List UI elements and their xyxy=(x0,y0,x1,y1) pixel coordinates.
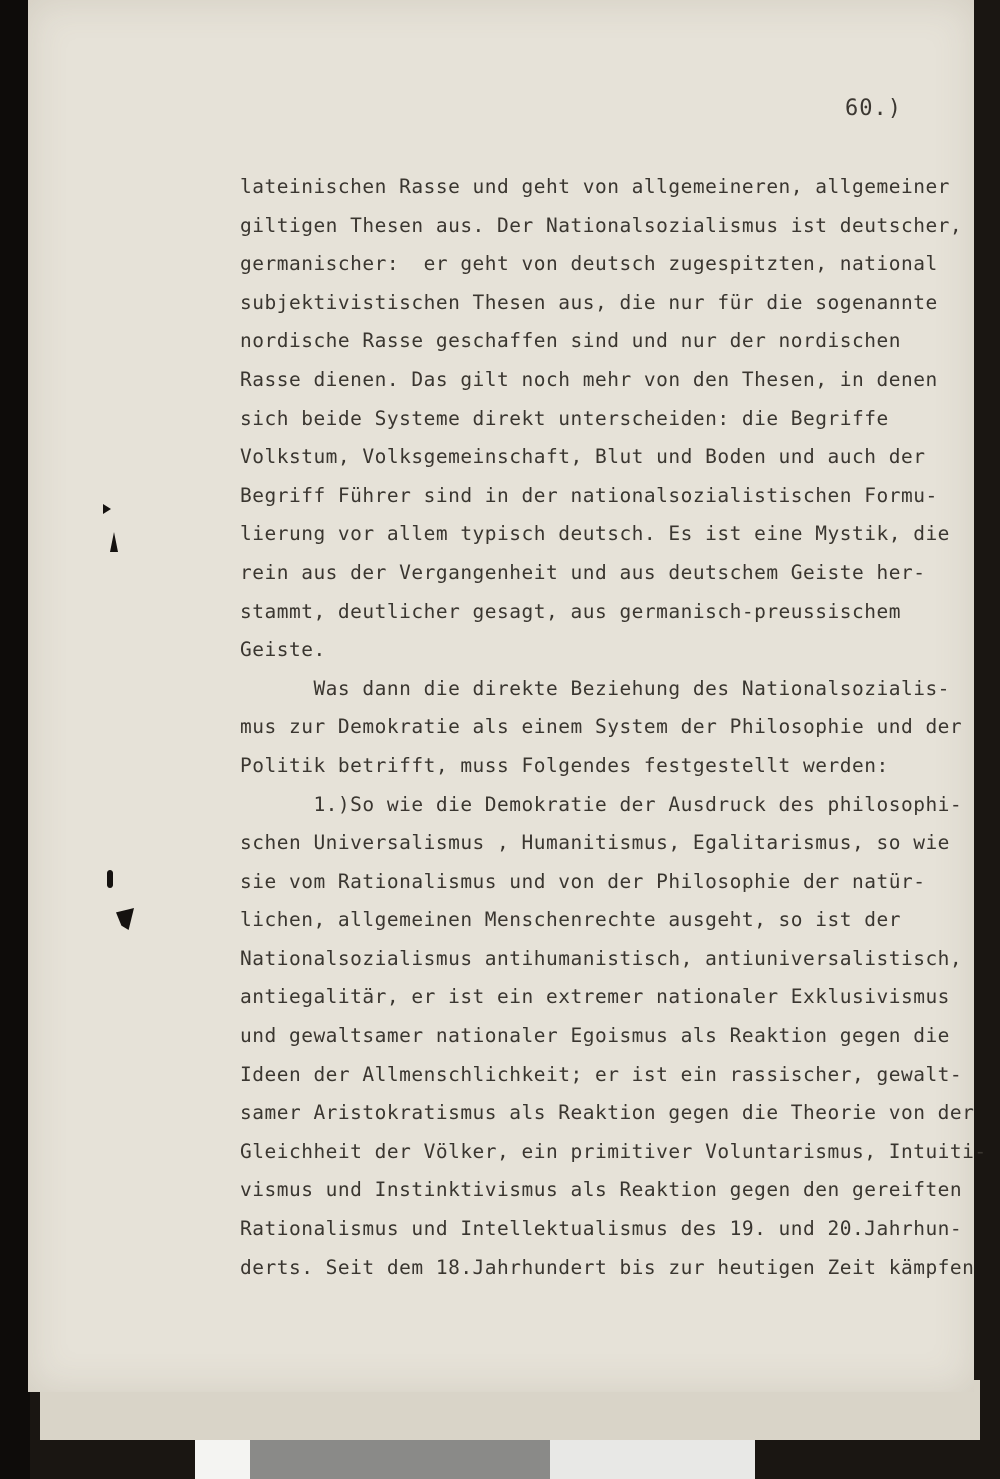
text-line: lierung vor allem typisch deutsch. Es ist eine Mystik, die xyxy=(240,522,950,546)
text-line: mus zur Demokratie als einem System der Philosophie und der xyxy=(240,715,963,739)
scan-calibration-strip xyxy=(195,1440,755,1479)
text-line: lateinischen Rasse und geht von allgemeineren, allgemeiner xyxy=(240,175,950,198)
text-line: Geiste. xyxy=(240,638,326,662)
text-line: Begriff Führer sind in der nationalsozialistischen Formu- xyxy=(240,483,938,507)
calibration-swatch-white xyxy=(195,1440,250,1479)
text-line: giltigen Thesen aus. Der Nationalsozialismus ist deutscher, xyxy=(240,213,963,237)
text-line: Nationalsozialismus antihumanistisch, antiuniversalistisch, xyxy=(240,946,963,970)
text-line: Politik betrifft, muss Folgendes festgestellt werden: xyxy=(240,753,889,777)
text-line: Ideen der Allmenschlichkeit; er ist ein rassischer, gewalt- xyxy=(240,1062,963,1086)
text-line: und gewaltsamer nationaler Egoismus als Reaktion gegen die xyxy=(240,1024,950,1048)
calibration-swatch-gray xyxy=(250,1440,550,1479)
scan-backdrop xyxy=(0,0,30,1479)
text-line: samer Aristokratismus als Reaktion gegen die Theorie von der xyxy=(240,1101,975,1125)
text-line: 1.)So wie die Demokratie der Ausdruck des philosophi- xyxy=(240,792,963,816)
text-line: sich beide Systeme direkt unterscheiden: die Begriffe xyxy=(240,406,889,430)
text-line: schen Universalismus , Humanitismus, Egalitarismus, so wie xyxy=(240,831,950,855)
calibration-swatch-light xyxy=(550,1440,755,1479)
text-line: subjektivistischen Thesen aus, die nur für die sogenannte xyxy=(240,290,938,314)
text-line: vismus und Instinktivismus als Reaktion gegen den gereiften xyxy=(240,1178,963,1202)
text-line: derts. Seit dem 18.Jahrhundert bis zur heutigen Zeit kämpfen xyxy=(240,1255,975,1279)
text-line: lichen, allgemeinen Menschenrechte ausgeht, so ist der xyxy=(240,908,901,932)
text-line: Gleichheit der Völker, ein primitiver Voluntarismus, Intuiti- xyxy=(240,1139,987,1163)
text-line: rein aus der Vergangenheit und aus deutschem Geiste her- xyxy=(240,560,926,584)
text-line: nordische Rasse geschaffen sind und nur der nordischen xyxy=(240,329,901,353)
text-line: antiegalitär, er ist ein extremer nationaler Exklusivismus xyxy=(240,985,950,1009)
punch-hole-mark xyxy=(107,870,113,888)
text-line: Was dann die direkte Beziehung des Nationalsozialis- xyxy=(240,676,950,700)
text-line: Rationalismus und Intellektualismus des 19. und 20.Jahrhun- xyxy=(240,1217,963,1241)
text-line: Rasse dienen. Das gilt noch mehr von den Thesen, in denen xyxy=(240,367,938,391)
text-line: sie vom Rationalismus und von der Philosophie der natür- xyxy=(240,869,926,893)
text-line: stammt, deutlicher gesagt, aus germanisch-preussischem xyxy=(240,599,901,623)
text-line: Volkstum, Volksgemeinschaft, Blut und Boden und auch der xyxy=(240,445,926,469)
text-line: germanischer: er geht von deutsch zugespitzten, national xyxy=(240,252,938,276)
typewritten-body xyxy=(240,168,987,1287)
page-number: 60.) xyxy=(845,96,902,121)
